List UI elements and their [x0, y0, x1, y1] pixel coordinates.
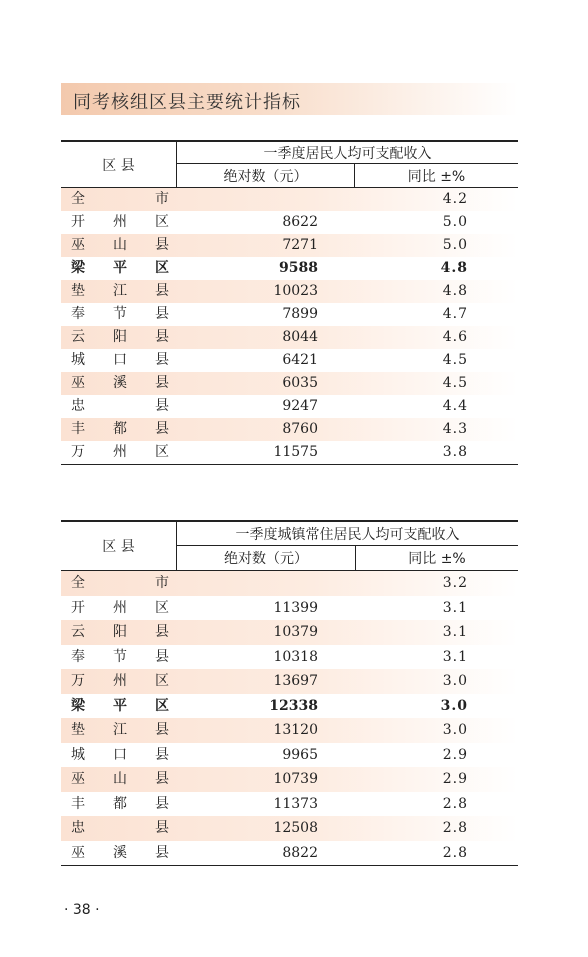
district-name-char: 县 [155, 648, 169, 665]
district-name-char: 江 [113, 283, 127, 299]
district-name-char: 阳 [113, 329, 127, 345]
district-name-char: 忠 [71, 820, 85, 836]
table-bottom-rule [61, 865, 518, 866]
district-name [71, 694, 169, 719]
district-name-char: 县 [155, 795, 169, 812]
district-name [71, 620, 169, 645]
district-name-char: 梁 [71, 260, 85, 276]
yoy-value: 4.3 [442, 421, 468, 437]
district-name-char: 区 [155, 444, 169, 460]
absolute-value: 10023 [273, 283, 318, 299]
table-row [61, 645, 518, 670]
yoy-value: 2.8 [442, 795, 468, 812]
district-name-char: 奉 [71, 648, 85, 665]
district-name-char: 梁 [71, 697, 85, 714]
district-name [71, 303, 169, 326]
table-row [61, 767, 518, 792]
table-row [61, 694, 518, 719]
table-row [61, 372, 518, 395]
district-name-char: 县 [155, 820, 169, 836]
yoy-value: 4.8 [442, 283, 468, 299]
table-top-rule [61, 140, 518, 142]
district-name-char: 区 [155, 599, 169, 616]
district-name-char: 开 [71, 214, 85, 230]
district-name [71, 280, 169, 303]
yoy-value: 2.9 [442, 746, 468, 763]
header-district: 区 县 [102, 539, 135, 555]
district-name-char: 县 [155, 624, 169, 640]
yoy-value: 4.4 [442, 398, 468, 414]
table-row [61, 395, 518, 418]
table-row [61, 349, 518, 372]
table-row [61, 234, 518, 257]
district-name [71, 257, 169, 280]
district-name-char: 全 [71, 575, 85, 591]
district-name [71, 372, 169, 395]
absolute-value: 10379 [273, 624, 318, 640]
header-group-title: 一季度城镇常住居民人均可支配收入 [235, 527, 460, 543]
yoy-value: 3.0 [442, 722, 468, 738]
absolute-value: 6035 [282, 375, 318, 391]
district-name-char: 都 [113, 795, 127, 812]
table-row [61, 211, 518, 234]
absolute-value: 10739 [273, 771, 318, 787]
yoy-value: 5.0 [442, 214, 468, 230]
table-body [61, 571, 518, 865]
header-yoy: 同比 ±% [408, 551, 466, 567]
yoy-value: 4.8 [440, 260, 468, 276]
absolute-value: 9965 [282, 746, 318, 763]
absolute-value: 7271 [282, 237, 318, 253]
district-name-char: 县 [155, 722, 169, 738]
district-name-char: 山 [113, 771, 127, 787]
district-name [71, 645, 169, 670]
district-name-char: 县 [155, 844, 169, 861]
table-row [61, 257, 518, 280]
table-row [61, 418, 518, 441]
yoy-value: 3.2 [442, 575, 468, 591]
district-name [71, 395, 169, 418]
district-name-char: 溪 [113, 844, 127, 861]
district-name-char: 万 [71, 673, 85, 689]
district-name-char: 县 [155, 283, 169, 299]
district-name [71, 718, 169, 743]
district-name-char: 县 [155, 306, 169, 322]
yoy-value: 3.1 [442, 599, 468, 616]
absolute-value: 8622 [282, 214, 318, 230]
district-name-char: 山 [113, 237, 127, 253]
absolute-value: 11575 [273, 444, 318, 460]
header-subrule [177, 163, 518, 164]
district-name-char: 溪 [113, 375, 127, 391]
district-name-char: 万 [71, 444, 85, 460]
absolute-value: 12338 [269, 697, 318, 714]
table-row [61, 303, 518, 326]
yoy-value: 3.8 [442, 444, 468, 460]
absolute-value: 8044 [282, 329, 318, 345]
district-name-char: 县 [155, 329, 169, 345]
district-name [71, 816, 169, 841]
district-name-char [113, 816, 127, 841]
district-name-char: 州 [113, 673, 127, 689]
yoy-value: 3.1 [442, 624, 468, 640]
district-name-char: 县 [155, 237, 169, 253]
header-yoy: 同比 ±% [407, 169, 466, 185]
district-name [71, 349, 169, 372]
yoy-value: 2.8 [442, 844, 468, 861]
district-name-char: 忠 [71, 398, 85, 414]
district-name-char: 巫 [71, 771, 85, 787]
district-name-char: 县 [155, 421, 169, 437]
district-name-char: 区 [155, 673, 169, 689]
yoy-value: 3.0 [440, 697, 468, 714]
district-name-char: 城 [71, 746, 85, 763]
table-row [61, 841, 518, 866]
district-name [71, 326, 169, 349]
district-name-char: 全 [71, 191, 85, 207]
yoy-value: 5.0 [442, 237, 468, 253]
table-row [61, 743, 518, 768]
page-title: 同考核组区县主要统计指标 [73, 92, 301, 113]
table-row [61, 816, 518, 841]
district-name-char: 节 [113, 306, 127, 322]
table-row [61, 669, 518, 694]
district-name-char: 市 [155, 575, 169, 591]
district-name-char: 县 [155, 398, 169, 414]
absolute-value: 6421 [282, 352, 318, 368]
table-row [61, 188, 518, 211]
district-name-char: 州 [113, 599, 127, 616]
district-name-char: 州 [113, 214, 127, 230]
absolute-value: 13120 [273, 722, 318, 738]
district-name-char [113, 188, 127, 211]
table-row [61, 620, 518, 645]
district-name [71, 841, 169, 866]
table-bottom-rule [61, 464, 518, 465]
absolute-value: 8822 [282, 844, 318, 861]
district-name [71, 234, 169, 257]
absolute-value: 8760 [282, 421, 318, 437]
district-name-char [113, 395, 127, 418]
absolute-value: 9588 [279, 260, 318, 276]
district-name-char: 区 [155, 214, 169, 230]
district-name-char: 平 [113, 697, 127, 714]
header-group-title: 一季度居民人均可支配收入 [263, 146, 432, 162]
table-row [61, 326, 518, 349]
yoy-value: 4.5 [442, 352, 468, 368]
income-table [61, 140, 518, 465]
district-name-char: 江 [113, 722, 127, 738]
table-row [61, 718, 518, 743]
yoy-value: 4.2 [442, 191, 468, 207]
district-name-char: 垫 [71, 722, 85, 738]
district-name-char: 开 [71, 599, 85, 616]
absolute-value: 11373 [273, 795, 318, 812]
district-name-char: 州 [113, 444, 127, 460]
district-name [71, 767, 169, 792]
absolute-value: 11399 [273, 599, 318, 616]
district-name-char: 云 [71, 329, 85, 345]
absolute-value: 9247 [282, 398, 318, 414]
district-name [71, 669, 169, 694]
district-name-char: 县 [155, 746, 169, 763]
table-row [61, 441, 518, 464]
page-number: · 38 · [64, 902, 100, 918]
district-name-char: 区 [155, 260, 169, 276]
table-row [61, 792, 518, 817]
district-name-char: 丰 [71, 795, 85, 812]
yoy-value: 4.6 [442, 329, 468, 345]
absolute-value: 7899 [282, 306, 318, 322]
district-name-char: 城 [71, 352, 85, 368]
district-name-char: 区 [155, 697, 169, 714]
header-absolute: 绝对数（元） [223, 169, 308, 185]
district-name-char: 口 [113, 352, 127, 368]
table-body [61, 188, 518, 464]
table-top-rule [61, 520, 518, 522]
district-name [71, 441, 169, 464]
yoy-value: 2.8 [442, 820, 468, 836]
district-name-char: 县 [155, 771, 169, 787]
district-name-char: 巫 [71, 375, 85, 391]
district-name-char: 丰 [71, 421, 85, 437]
district-name-char: 都 [113, 421, 127, 437]
district-name [71, 596, 169, 621]
district-name [71, 418, 169, 441]
district-name-char: 节 [113, 648, 127, 665]
district-name-char [113, 571, 127, 596]
district-name-char: 云 [71, 624, 85, 640]
title-bar [61, 83, 518, 115]
district-name-char: 奉 [71, 306, 85, 322]
district-name [71, 211, 169, 234]
header-absolute: 绝对数（元） [224, 551, 308, 567]
district-name [71, 188, 169, 211]
district-name-char: 阳 [113, 624, 127, 640]
yoy-value: 4.5 [442, 375, 468, 391]
yoy-value: 4.7 [442, 306, 468, 322]
table-row [61, 571, 518, 596]
urban-income-table [61, 520, 518, 866]
district-name [71, 571, 169, 596]
district-name-char: 县 [155, 375, 169, 391]
table-row [61, 596, 518, 621]
yoy-value: 3.1 [442, 648, 468, 665]
district-name-char: 市 [155, 191, 169, 207]
absolute-value: 13697 [273, 673, 318, 689]
absolute-value: 10318 [273, 648, 318, 665]
district-name-char: 巫 [71, 237, 85, 253]
yoy-value: 3.0 [442, 673, 468, 689]
district-name-char: 平 [113, 260, 127, 276]
yoy-value: 2.9 [442, 771, 468, 787]
absolute-value: 12508 [273, 820, 318, 836]
district-name-char: 垫 [71, 283, 85, 299]
header-district: 区 县 [102, 158, 135, 174]
table-row [61, 280, 518, 303]
district-name [71, 792, 169, 817]
district-name [71, 743, 169, 768]
district-name-char: 口 [113, 746, 127, 763]
district-name-char: 巫 [71, 844, 85, 861]
header-subrule [177, 545, 518, 546]
district-name-char: 县 [155, 352, 169, 368]
